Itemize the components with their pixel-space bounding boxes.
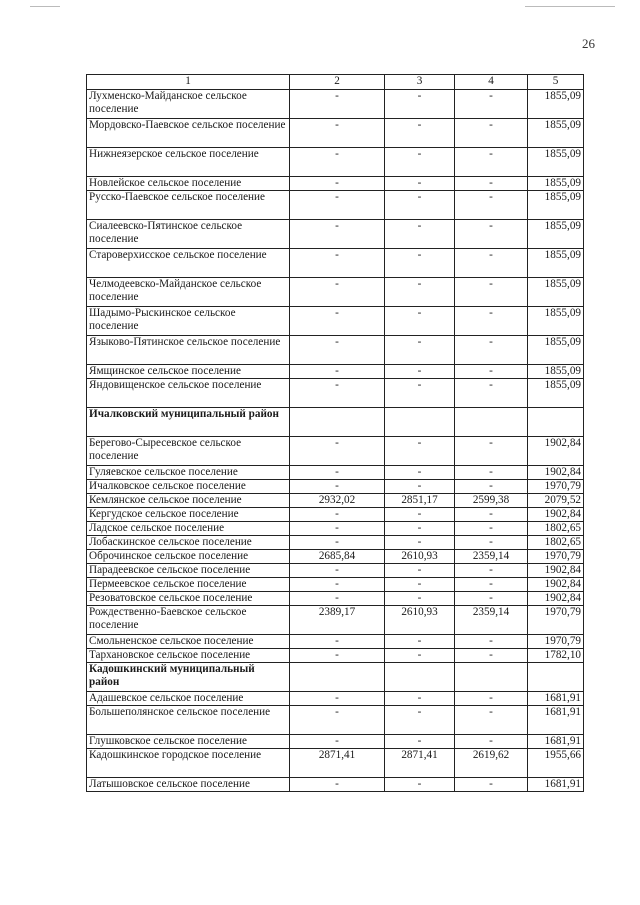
table-row bbox=[87, 592, 584, 606]
value-cell-col4: - bbox=[455, 536, 528, 550]
settlement-name-cell: Нижнеязерское сельское поселение bbox=[87, 148, 290, 177]
table-row bbox=[87, 480, 584, 494]
table-row bbox=[87, 550, 584, 564]
value-cell-col3: - bbox=[385, 437, 455, 466]
value-cell-col4: 2359,14 bbox=[455, 550, 528, 564]
value-cell-col4: 2619,62 bbox=[455, 749, 528, 778]
value-cell-col3: - bbox=[385, 220, 455, 249]
value-cell-col3: - bbox=[385, 635, 455, 649]
value-cell-col3: - bbox=[385, 692, 455, 706]
value-cell-col4 bbox=[455, 663, 528, 692]
value-cell-col3: - bbox=[385, 90, 455, 119]
settlement-name-cell: Латышовское сельское поселение bbox=[87, 778, 290, 792]
settlement-name-cell: Мордовско-Паевское сельское поселение bbox=[87, 119, 290, 148]
settlement-name-cell: Парадеевское сельское поселение bbox=[87, 564, 290, 578]
settlement-name-cell: Лухменско-Майданское сельское поселение bbox=[87, 90, 290, 119]
value-cell-col2: - bbox=[290, 191, 385, 220]
table-row bbox=[87, 649, 584, 663]
settlement-name-cell: Русско-Паевское сельское поселение bbox=[87, 191, 290, 220]
value-cell-col4: - bbox=[455, 249, 528, 278]
value-cell-col3 bbox=[385, 408, 455, 437]
value-cell-col4 bbox=[455, 408, 528, 437]
value-cell-col4: - bbox=[455, 90, 528, 119]
value-cell-col3: - bbox=[385, 564, 455, 578]
table-row bbox=[87, 148, 584, 177]
value-cell-col4: - bbox=[455, 480, 528, 494]
value-cell-col3: - bbox=[385, 480, 455, 494]
scan-artifact bbox=[525, 6, 615, 7]
table-row bbox=[87, 466, 584, 480]
table-row bbox=[87, 307, 584, 336]
settlement-name-cell: Ямщинское сельское поселение bbox=[87, 365, 290, 379]
table-body bbox=[87, 90, 584, 792]
value-cell-col5: 1855,09 bbox=[528, 177, 584, 191]
column-header: 4 bbox=[455, 75, 528, 90]
value-cell-col4: - bbox=[455, 735, 528, 749]
value-cell-col2: - bbox=[290, 706, 385, 735]
value-cell-col4: - bbox=[455, 119, 528, 148]
value-cell-col5 bbox=[528, 408, 584, 437]
table-row bbox=[87, 177, 584, 191]
table-row bbox=[87, 437, 584, 466]
settlement-name-cell: Староверхисское сельское поселение bbox=[87, 249, 290, 278]
table-row bbox=[87, 220, 584, 249]
value-cell-col5: 1855,09 bbox=[528, 220, 584, 249]
value-cell-col5: 1782,10 bbox=[528, 649, 584, 663]
table-row bbox=[87, 606, 584, 635]
table-header-row bbox=[87, 75, 584, 90]
value-cell-col3: - bbox=[385, 365, 455, 379]
value-cell-col3: - bbox=[385, 649, 455, 663]
table-row bbox=[87, 635, 584, 649]
column-header: 2 bbox=[290, 75, 385, 90]
value-cell-col3: - bbox=[385, 536, 455, 550]
value-cell-col2: - bbox=[290, 466, 385, 480]
value-cell-col4: - bbox=[455, 466, 528, 480]
value-cell-col3: - bbox=[385, 307, 455, 336]
value-cell-col4: - bbox=[455, 437, 528, 466]
value-cell-col5: 1955,66 bbox=[528, 749, 584, 778]
value-cell-col4: - bbox=[455, 177, 528, 191]
value-cell-col2: - bbox=[290, 119, 385, 148]
value-cell-col2 bbox=[290, 408, 385, 437]
value-cell-col4: - bbox=[455, 706, 528, 735]
value-cell-col4: - bbox=[455, 649, 528, 663]
value-cell-col4: 2599,38 bbox=[455, 494, 528, 508]
settlement-name-cell: Оброчинское сельское поселение bbox=[87, 550, 290, 564]
value-cell-col3: - bbox=[385, 379, 455, 408]
table-row bbox=[87, 191, 584, 220]
table-row bbox=[87, 365, 584, 379]
value-cell-col5: 1855,09 bbox=[528, 336, 584, 365]
settlement-name-cell: Большеполянское сельское поселение bbox=[87, 706, 290, 735]
value-cell-col4: - bbox=[455, 365, 528, 379]
value-cell-col2: - bbox=[290, 778, 385, 792]
value-cell-col4: - bbox=[455, 379, 528, 408]
tariff-table bbox=[86, 74, 584, 792]
table-row bbox=[87, 249, 584, 278]
settlement-name-cell: Ичалковское сельское поселение bbox=[87, 480, 290, 494]
settlement-name-cell: Глушковское сельское поселение bbox=[87, 735, 290, 749]
value-cell-col3: - bbox=[385, 191, 455, 220]
settlement-name-cell: Кергудское сельское поселение bbox=[87, 508, 290, 522]
table-row bbox=[87, 90, 584, 119]
value-cell-col4: - bbox=[455, 220, 528, 249]
value-cell-col5: 1970,79 bbox=[528, 550, 584, 564]
settlement-name-cell: Яндовищенское сельское поселение bbox=[87, 379, 290, 408]
value-cell-col5: 1681,91 bbox=[528, 706, 584, 735]
value-cell-col2: - bbox=[290, 536, 385, 550]
value-cell-col4: - bbox=[455, 692, 528, 706]
settlement-name-cell: Ичалковский муниципальный район bbox=[87, 408, 290, 437]
settlement-name-cell: Берегово-Сыресевское сельское поселение bbox=[87, 437, 290, 466]
district-row bbox=[87, 408, 584, 437]
table-row bbox=[87, 119, 584, 148]
column-header: 5 bbox=[528, 75, 584, 90]
value-cell-col4: - bbox=[455, 148, 528, 177]
value-cell-col4: - bbox=[455, 564, 528, 578]
settlement-name-cell: Кадошкинский муниципальный район bbox=[87, 663, 290, 692]
value-cell-col3 bbox=[385, 663, 455, 692]
value-cell-col3: 2851,17 bbox=[385, 494, 455, 508]
table-row bbox=[87, 706, 584, 735]
value-cell-col3: - bbox=[385, 706, 455, 735]
value-cell-col3: - bbox=[385, 249, 455, 278]
value-cell-col3: - bbox=[385, 522, 455, 536]
value-cell-col5: 1970,79 bbox=[528, 606, 584, 635]
value-cell-col2: - bbox=[290, 379, 385, 408]
value-cell-col2: - bbox=[290, 437, 385, 466]
value-cell-col3: 2610,93 bbox=[385, 550, 455, 564]
value-cell-col2: - bbox=[290, 635, 385, 649]
column-header: 3 bbox=[385, 75, 455, 90]
value-cell-col2: - bbox=[290, 735, 385, 749]
page-number: 26 bbox=[582, 36, 595, 51]
table-row bbox=[87, 278, 584, 307]
value-cell-col5 bbox=[528, 663, 584, 692]
value-cell-col5: 1681,91 bbox=[528, 692, 584, 706]
value-cell-col5: 1855,09 bbox=[528, 90, 584, 119]
value-cell-col3: - bbox=[385, 336, 455, 365]
table-row bbox=[87, 778, 584, 792]
scan-artifact bbox=[30, 6, 60, 7]
value-cell-col5: 1802,65 bbox=[528, 536, 584, 550]
value-cell-col5: 1681,91 bbox=[528, 778, 584, 792]
value-cell-col5: 1902,84 bbox=[528, 508, 584, 522]
value-cell-col2: - bbox=[290, 365, 385, 379]
value-cell-col2: - bbox=[290, 522, 385, 536]
value-cell-col5: 1855,09 bbox=[528, 148, 584, 177]
settlement-name-cell: Пермеевское сельское поселение bbox=[87, 578, 290, 592]
value-cell-col5: 1902,84 bbox=[528, 564, 584, 578]
value-cell-col4: - bbox=[455, 778, 528, 792]
value-cell-col5: 1855,09 bbox=[528, 249, 584, 278]
settlement-name-cell: Новлейское сельское поселение bbox=[87, 177, 290, 191]
value-cell-col2: - bbox=[290, 692, 385, 706]
value-cell-col4: - bbox=[455, 336, 528, 365]
value-cell-col2: 2932,02 bbox=[290, 494, 385, 508]
value-cell-col4: - bbox=[455, 578, 528, 592]
value-cell-col5: 1855,09 bbox=[528, 307, 584, 336]
value-cell-col5: 1855,09 bbox=[528, 119, 584, 148]
value-cell-col4: - bbox=[455, 191, 528, 220]
settlement-name-cell: Сиалеевско-Пятинское сельское поселение bbox=[87, 220, 290, 249]
settlement-name-cell: Кадошкинское городское поселение bbox=[87, 749, 290, 778]
value-cell-col5: 1802,65 bbox=[528, 522, 584, 536]
table-row bbox=[87, 749, 584, 778]
value-cell-col2: - bbox=[290, 148, 385, 177]
value-cell-col5: 1970,79 bbox=[528, 480, 584, 494]
settlement-name-cell: Резоватовское сельское поселение bbox=[87, 592, 290, 606]
value-cell-col2: - bbox=[290, 564, 385, 578]
value-cell-col2: - bbox=[290, 592, 385, 606]
table-row bbox=[87, 536, 584, 550]
value-cell-col3: - bbox=[385, 578, 455, 592]
value-cell-col5: 1902,84 bbox=[528, 466, 584, 480]
value-cell-col3: - bbox=[385, 592, 455, 606]
value-cell-col3: - bbox=[385, 466, 455, 480]
value-cell-col4: - bbox=[455, 278, 528, 307]
value-cell-col2: - bbox=[290, 249, 385, 278]
table-row bbox=[87, 692, 584, 706]
value-cell-col2: - bbox=[290, 177, 385, 191]
value-cell-col2: - bbox=[290, 220, 385, 249]
settlement-name-cell: Ладское сельское поселение bbox=[87, 522, 290, 536]
settlement-name-cell: Шадымо-Рыскинское сельское поселение bbox=[87, 307, 290, 336]
value-cell-col4: - bbox=[455, 522, 528, 536]
settlement-name-cell: Гуляевское сельское поселение bbox=[87, 466, 290, 480]
value-cell-col5: 2079,52 bbox=[528, 494, 584, 508]
value-cell-col2: - bbox=[290, 578, 385, 592]
value-cell-col2 bbox=[290, 663, 385, 692]
value-cell-col2: - bbox=[290, 336, 385, 365]
value-cell-col3: 2610,93 bbox=[385, 606, 455, 635]
settlement-name-cell: Языково-Пятинское сельское поселение bbox=[87, 336, 290, 365]
value-cell-col4: - bbox=[455, 592, 528, 606]
table-row bbox=[87, 522, 584, 536]
value-cell-col3: - bbox=[385, 278, 455, 307]
value-cell-col2: - bbox=[290, 649, 385, 663]
table-row bbox=[87, 578, 584, 592]
value-cell-col2: 2685,84 bbox=[290, 550, 385, 564]
settlement-name-cell: Адашевское сельское поселение bbox=[87, 692, 290, 706]
value-cell-col2: - bbox=[290, 278, 385, 307]
settlement-name-cell: Смольненское сельское поселение bbox=[87, 635, 290, 649]
district-row bbox=[87, 663, 584, 692]
value-cell-col3: - bbox=[385, 778, 455, 792]
settlement-name-cell: Рождественно-Баевское сельское поселение bbox=[87, 606, 290, 635]
value-cell-col5: 1681,91 bbox=[528, 735, 584, 749]
table-row bbox=[87, 735, 584, 749]
value-cell-col5: 1902,84 bbox=[528, 437, 584, 466]
value-cell-col3: - bbox=[385, 177, 455, 191]
value-cell-col4: - bbox=[455, 508, 528, 522]
table-row bbox=[87, 564, 584, 578]
value-cell-col5: 1855,09 bbox=[528, 379, 584, 408]
table-row bbox=[87, 494, 584, 508]
value-cell-col2: - bbox=[290, 90, 385, 119]
value-cell-col5: 1855,09 bbox=[528, 278, 584, 307]
value-cell-col3: - bbox=[385, 735, 455, 749]
value-cell-col2: - bbox=[290, 480, 385, 494]
value-cell-col5: 1855,09 bbox=[528, 191, 584, 220]
value-cell-col2: 2389,17 bbox=[290, 606, 385, 635]
settlement-name-cell: Кемлянское сельское поселение bbox=[87, 494, 290, 508]
value-cell-col4: - bbox=[455, 307, 528, 336]
value-cell-col5: 1855,09 bbox=[528, 365, 584, 379]
value-cell-col5: 1970,79 bbox=[528, 635, 584, 649]
value-cell-col5: 1902,84 bbox=[528, 592, 584, 606]
value-cell-col4: - bbox=[455, 635, 528, 649]
value-cell-col3: 2871,41 bbox=[385, 749, 455, 778]
table-row bbox=[87, 336, 584, 365]
settlement-name-cell: Тархановское сельское поселение bbox=[87, 649, 290, 663]
value-cell-col2: - bbox=[290, 307, 385, 336]
value-cell-col5: 1902,84 bbox=[528, 578, 584, 592]
value-cell-col4: 2359,14 bbox=[455, 606, 528, 635]
value-cell-col3: - bbox=[385, 148, 455, 177]
value-cell-col3: - bbox=[385, 508, 455, 522]
value-cell-col2: - bbox=[290, 508, 385, 522]
settlement-name-cell: Челмодеевско-Майданское сельское поселение bbox=[87, 278, 290, 307]
value-cell-col3: - bbox=[385, 119, 455, 148]
column-header: 1 bbox=[87, 75, 290, 90]
table-row bbox=[87, 508, 584, 522]
settlement-name-cell: Лобаскинское сельское поселение bbox=[87, 536, 290, 550]
value-cell-col2: 2871,41 bbox=[290, 749, 385, 778]
table-row bbox=[87, 379, 584, 408]
